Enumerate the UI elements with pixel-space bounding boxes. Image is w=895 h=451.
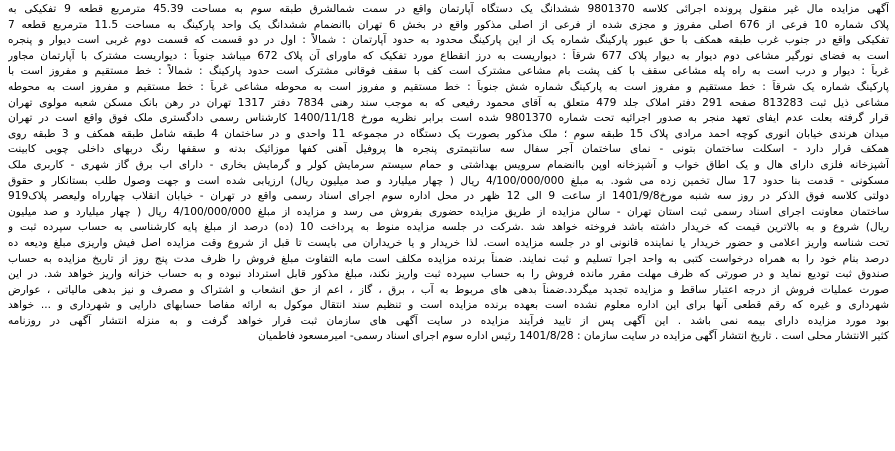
notice-line-12: مسکونی - قدمت بنا حدود 17 سال تخمین زده می شود. به مبلغ 4/100/000/000 ریال ( چهار میلیارد و صد میلیون ریال) ارزیابی شده است و جهت وصول طلب بستانکار و حقوق bbox=[8, 174, 889, 187]
notice-line-20: شهرداری و غیره که رقم قطعی آنها برای این اداره معلوم نشده است بعهده برنده مزایده است و تنظیم سند انتقال موکول به ارائه مفاصا حسابهای دارایی و شهرداری و ... خواهد bbox=[8, 299, 889, 312]
notice-line-16: تحت شناسه واریز اعلامی و حضور خریدار یا نماینده قانونی او در جلسه مزایده است. لذا خریدار و یا خریداران می بایست تا قبل از شروع وقت مزایده اصل فیش واریزی مبلغ ودیعه ده bbox=[8, 236, 889, 249]
notice-line-3: تفکیکی واقع در جنوب غرب طبقه همکف با حق عبور پارکینگ شماره یک از این پارکینگ محدود به حدود آپارتمان : شمالاً : اول در دو قسمت که قسمت دوم غربی است دیوار و پنجره bbox=[8, 34, 889, 47]
notice-line-19: صورت عملیات فروش از درجه اعتبار ساقط و مزایده تجدید میگردد.ضمناً بدهی های مربوط به آب ، برق ، گاز ، اعم از حق انشعاب و اشتراک و مصرف و نیز بدهی مالیاتی ، عوارض bbox=[8, 283, 889, 296]
notice-line-11: آشپزخانه فلزی دارای هال و یک اطاق خواب و آشپزخانه اوپن باانضمام سرویس بهداشتی و حمام سیستم سرمایش کولر و گرمایش بخاری - دارای اب برق گاز شهری - کاربری ملک bbox=[8, 158, 889, 171]
notice-line-8: قرار گرفته بعلت عدم ایفای تعهد منجر به صدور اجرائیه تحت شماره 9801370 شده است برابر نظریه مورخ 1400/11/18 کارشناس رسمی دادگستری ملک فوق واقع است در تهران bbox=[8, 112, 889, 125]
notice-line-4: است به فضای نورگیر مشاعی دوم دیوار به دیوار پلاک 677 شرقاً : دیواریست به درز انقطاع مورد تفکیک که ماورای آن پلاک 672 میباشد جنوباً : دیواریست مشترک با آپارتمان مجاور bbox=[8, 49, 889, 62]
notice-line-22: کثیر الانتشار محلی است . تاریخ انتشار آگهی مزایده در سایت سازمان : 1401/8/28 رئیس اداره سوم اجرای اسناد رسمی- امیرمسعود فاطمیان bbox=[257, 330, 889, 343]
notice-line-10: همکف قرار دارد - اسکلت ساختمان بتونی - نمای ساختمان آجر سفال سه سانتیمتری پنجره ها پروفیل آهنی کفها موزائیک بدنه و سقفها رنگ دربهای داخلی چوبی کابینت bbox=[8, 143, 889, 156]
notice-line-5: غرباً : دیوار و درب است به راه پله مشاعی سقف با کف پشت بام مشاعی مشترک است کف با سقف فوقانی مشترک است حدود پارکینگ : شمالاً : خط مستقیم و مفروز است با bbox=[8, 65, 889, 78]
notice-line-21: بود مورد مزایده دارای بیمه نمی باشد . این آگهی پس از تایید فرآیند مزایده در سایت آگهی های سازمان ثبت قرار خواهد گرفت و به منزله انتشار آگهی در روزنامه bbox=[8, 314, 889, 327]
notice-line-7: مشاعی ذیل ثبت 813283 صفحه 291 دفتر املاک جلد 479 متعلق به آقای محمود رفیعی که به موجب سند رهنی 7834 دفتر 1317 تهران در رهن بانک مسکن شعبه مولوی تهران bbox=[8, 96, 889, 109]
notice-line-15: ریال) شروع و به بالاترین قیمت که خریدار داشته باشد فروخته خواهد شد .شرکت در جلسه مزایده منوط به پرداخت 10 (ده) درصد از مبلغ پایه کارشناسی به حساب سپرده ثبت و bbox=[8, 221, 889, 234]
notice-line-9: میدان هرندی خیابان انوری کوچه احمد مرادی پلاک 15 طبقه سوم ؛ ملک مذکور بصورت یک دستگاه در مجموعه 11 واحدی و در ساختمان 4 طبقه شامل طبقه همکف و 3 طبقه روی bbox=[8, 127, 889, 140]
notice-line-6: پارکینگ شماره یک شرقاً : خط مستقیم و مفروز است به پارکینگ شماره شش جنوباً : خط مستقیم و مفروز است به محوطه مشاعی غرباً : خط مستقیم و مفروز است به محوطه bbox=[8, 80, 889, 93]
notice-line-18: صندوق ثبت تودیع نماید و در صورتی که ظرف مهلت مقرر مانده فروش را به حساب سپرده ثبت واریز نکند، مبلغ مذکور قابل استرداد نبوده و به حساب خزانه واریز خواهد شد. در این bbox=[8, 268, 889, 281]
notice-line-2: پلاک شماره 10 فرعی از 676 اصلی مفروز و مجزی شده از فرعی از اصلی مذکور واقع در بخش 6 تهران باانضمام ششدانگ یک واحد پارکینگ به مساحت 11.5 مترمربع قطعه 7 bbox=[8, 18, 889, 31]
notice-line-13: دولتی کلاسه فوق الذکر در روز سه شنبه مورخ1401/9/8 از ساعت 9 الی 12 ظهر در محل اداره سوم اجرای اسناد رسمی واقع در تهران - خیابان انقلاب چهارراه ولیعصر پلاک919 bbox=[8, 190, 889, 203]
notice-line-17: درصد بنام خود را به همراه درخواست کتبی به واحد اجرا تسلیم و ثبت نمایند. ضمناً برنده مزایده مکلف است مابه التفاوت مبلغ فروش را ظرف مدت پنج روز از تاریخ مزایده به حساب bbox=[8, 252, 889, 265]
notice-line-1: آگهی مزایده مال غیر منقول پرونده اجرائی کلاسه 9801370 ششدانگ یک دستگاه آپارتمان واقع در سمت شمالشرق طبقه سوم به مساحت 45.39 مترمربع قطعه 9 تفکیکی به bbox=[8, 3, 889, 15]
notice-line-14: ساختمان معاونت اجرای اسناد رسمی ثبت استان تهران - سالن مزایده از طریق مزایده حضوری بفروش می رسد و مزایده از مبلغ 4/100/000/000 ریال ( چهار میلیارد و صد میلیون bbox=[8, 205, 889, 218]
